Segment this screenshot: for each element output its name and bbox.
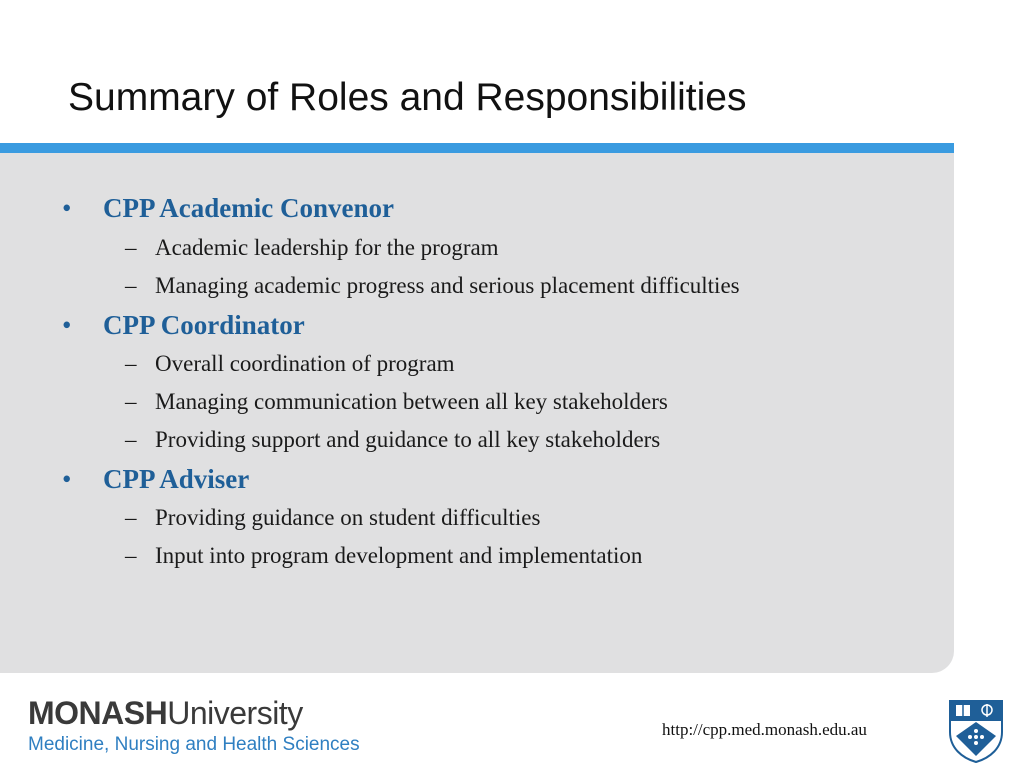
list-item-text: Input into program development and implementation xyxy=(155,543,643,568)
list-item xyxy=(125,505,540,531)
logo-regular: University xyxy=(167,695,303,731)
list-item xyxy=(125,351,455,377)
slide-title: Summary of Roles and Responsibilities xyxy=(68,76,747,119)
list-item xyxy=(125,389,668,415)
bullet-icon: • xyxy=(62,310,72,340)
list-item-text: Managing academic progress and serious placement difficulties xyxy=(155,273,740,298)
dash-icon: – xyxy=(125,427,137,452)
list-item-text: Providing guidance on student difficulties xyxy=(155,505,541,530)
list-item xyxy=(125,273,740,299)
list-item-text: Overall coordination of program xyxy=(155,351,455,376)
section-heading xyxy=(62,464,249,495)
bullet-icon: • xyxy=(62,193,72,223)
list-item-text: Managing communication between all key stakeholders xyxy=(155,389,668,414)
list-item xyxy=(125,427,660,453)
monash-logo xyxy=(28,696,360,756)
dash-icon: – xyxy=(125,543,137,568)
list-item xyxy=(125,543,642,569)
dash-icon: – xyxy=(125,505,137,530)
logo-bold: MONASH xyxy=(28,695,168,731)
section-heading xyxy=(62,193,394,224)
faculty-name: Medicine, Nursing and Health Sciences xyxy=(28,734,360,755)
dash-icon: – xyxy=(125,273,137,298)
section-heading-label: CPP Adviser xyxy=(103,464,250,494)
monash-crest-icon xyxy=(946,698,1006,764)
bullet-icon: • xyxy=(62,464,72,494)
dash-icon: – xyxy=(125,235,137,260)
section-heading-label: CPP Coordinator xyxy=(103,310,305,340)
list-item xyxy=(125,235,499,261)
list-item-text: Academic leadership for the program xyxy=(155,235,499,260)
title-divider xyxy=(0,143,954,153)
dash-icon: – xyxy=(125,351,137,376)
section-heading-label: CPP Academic Convenor xyxy=(103,193,394,223)
footer-url[interactable]: http://cpp.med.monash.edu.au xyxy=(662,720,867,739)
list-item-text: Providing support and guidance to all key stakeholders xyxy=(155,427,661,452)
section-heading xyxy=(62,310,305,341)
dash-icon: – xyxy=(125,389,137,414)
logo-wordmark xyxy=(28,696,360,730)
